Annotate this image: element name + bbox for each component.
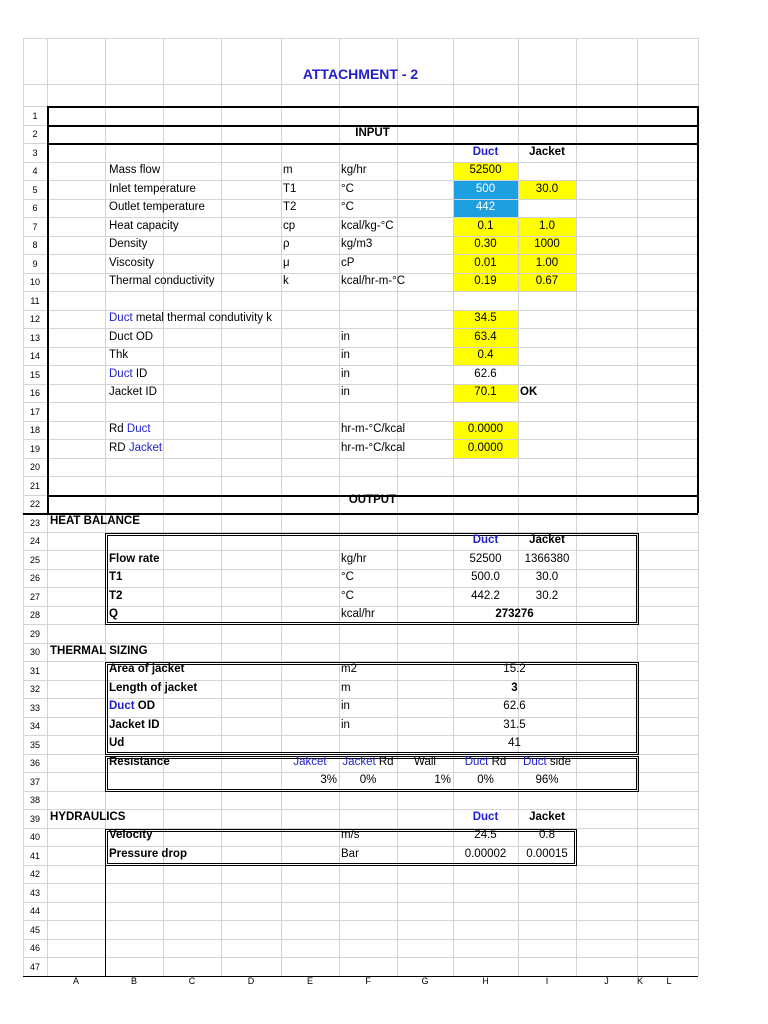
input-heat-capacity-jacket[interactable]: 1.0	[539, 220, 555, 232]
input-inlet-temp-jacket[interactable]: 30.0	[535, 183, 559, 195]
t2-duct: 442.2	[471, 590, 500, 602]
border-line	[638, 662, 639, 755]
row-number: 4	[32, 166, 38, 176]
column-letter: C	[188, 976, 196, 986]
border-line	[636, 664, 637, 753]
row-number: 24	[29, 536, 40, 546]
label-pressure-drop: Pressure drop	[109, 848, 187, 860]
input-duct-od[interactable]: 63.4	[474, 331, 497, 343]
column-letter: L	[666, 976, 672, 986]
grid-hline	[23, 957, 698, 958]
border-line	[105, 865, 577, 866]
label-inlet-temp: Inlet temperature	[109, 183, 196, 195]
row-number: 47	[29, 961, 40, 972]
input-viscosity-jacket[interactable]: 1.00	[535, 257, 559, 269]
unit-density: kg/m3	[341, 238, 373, 250]
label-mass-flow: Mass flow	[109, 164, 161, 176]
t2-jacket: 30.2	[535, 590, 559, 602]
row-number: 44	[29, 906, 40, 916]
row-number: 31	[29, 665, 40, 676]
border-line	[107, 758, 108, 790]
unit-flow-rate: kg/hr	[341, 553, 367, 565]
column-letter: J	[604, 976, 609, 986]
hyd-col-jacket: Jacket	[529, 811, 565, 823]
unit-pressure-drop: Bar	[341, 848, 359, 860]
input-rd-jacket[interactable]: 0.0000	[467, 442, 504, 454]
row-number: 30	[29, 647, 40, 657]
grid-hline	[23, 902, 698, 903]
row-number: 38	[29, 795, 40, 805]
sym-outlet-temp: T2	[283, 201, 297, 213]
grid-hline	[23, 38, 698, 39]
row-number: 46	[29, 943, 40, 953]
column-letter: A	[72, 976, 79, 986]
unit-t2: °C	[341, 590, 354, 602]
label-duct-od: Duct OD	[109, 331, 154, 343]
unit-jacket-id: in	[341, 386, 350, 398]
border-line	[697, 106, 699, 495]
spreadsheet	[23, 38, 698, 988]
input-viscosity-duct[interactable]: 0.01	[474, 257, 497, 269]
page-title: ATTACHMENT - 2	[302, 66, 419, 82]
heat-balance-title: HEAT BALANCE	[50, 515, 140, 527]
grid-hline	[23, 587, 698, 588]
res-header-wall: Wall	[414, 756, 436, 768]
ts-duct-od-value: 62.6	[503, 700, 526, 712]
label-t2: T2	[109, 590, 123, 602]
res-value-jakcet: 3%	[320, 774, 337, 786]
output-header: OUTPUT	[348, 494, 397, 506]
res-value-jacket-rd: 0%	[359, 774, 377, 786]
row-number: 28	[29, 610, 40, 620]
unit-q: kcal/hr	[341, 608, 375, 620]
row-number: 45	[29, 924, 40, 935]
pressure-drop-jacket: 0.00015	[526, 848, 568, 860]
label-duct-id: Duct ID	[109, 368, 148, 380]
hyd-col-duct: Duct	[472, 811, 499, 823]
res-value-wall: 1%	[434, 774, 451, 786]
row-number: 1	[32, 110, 38, 121]
input-density-jacket[interactable]: 1000	[534, 238, 560, 250]
res-header-jakcet: Jakcet	[293, 756, 327, 768]
grid-hline	[23, 458, 698, 459]
unit-ts-duct-od: in	[341, 700, 350, 712]
grid-hline	[23, 569, 698, 570]
value-duct-id: 62.6	[474, 368, 497, 380]
label-thermal-cond: Thermal conductivity	[109, 275, 215, 287]
row-number: 43	[29, 887, 40, 898]
row-number: 14	[29, 351, 40, 361]
grid-hline	[23, 84, 698, 85]
row-number: 34	[29, 721, 40, 731]
grid-hline	[23, 939, 698, 940]
border-line	[107, 664, 108, 753]
label-t1: T1	[109, 571, 123, 583]
row-number: 9	[32, 258, 38, 269]
grid-hline	[23, 291, 698, 292]
flow-rate-duct: 52500	[469, 553, 502, 565]
label-heat-capacity: Heat capacity	[109, 220, 179, 232]
row-number: 35	[29, 739, 40, 750]
unit-length: m	[341, 682, 351, 694]
row-number: 15	[29, 369, 40, 380]
row-number: 26	[29, 573, 40, 583]
velocity-jacket: 0.8	[539, 829, 555, 841]
label-velocity: Velocity	[109, 829, 153, 841]
row-number: 13	[29, 332, 40, 343]
label-outlet-temp: Outlet temperature	[109, 201, 205, 213]
row-number: 8	[32, 240, 38, 250]
border-line	[105, 624, 639, 625]
res-header-jacket-rd: Jacket Rd	[342, 756, 394, 768]
row-number: 2	[32, 129, 38, 139]
row-number: 6	[32, 203, 38, 213]
thermal-sizing-title: THERMAL SIZING	[50, 645, 148, 657]
input-jacket-id[interactable]: 70.1	[474, 386, 497, 398]
input-density-duct[interactable]: 0.30	[474, 238, 497, 250]
label-area: Area of jacket	[109, 663, 185, 675]
row-number: 39	[29, 813, 40, 824]
unit-t1: °C	[341, 571, 354, 583]
unit-duct-id: in	[341, 368, 350, 380]
hydraulics-title: HYDRAULICS	[50, 811, 126, 823]
row-number: 25	[29, 554, 40, 565]
label-length: Length of jacket	[109, 682, 198, 694]
label-flow-rate: Flow rate	[109, 553, 160, 565]
input-heat-capacity-duct[interactable]: 0.1	[477, 220, 494, 232]
unit-thk: in	[341, 349, 350, 361]
border-line	[107, 863, 575, 864]
border-line	[47, 106, 49, 495]
row-number: 20	[29, 462, 40, 472]
jacket-id-status: OK	[520, 386, 538, 398]
unit-ts-jacket-id: in	[341, 719, 350, 731]
unit-mass-flow: kg/hr	[341, 164, 367, 176]
row-number: 12	[29, 314, 40, 324]
unit-outlet-temp: °C	[341, 201, 354, 213]
label-ts-duct-od: Duct OD	[109, 700, 156, 712]
res-value-duct-side: 96%	[535, 774, 559, 786]
unit-rd-jacket: hr-m-°C/kcal	[341, 442, 406, 454]
label-q: Q	[109, 608, 118, 620]
row-number: 32	[29, 684, 40, 694]
grid-hline	[23, 920, 698, 921]
pressure-drop-duct: 0.00002	[464, 848, 507, 860]
res-header-duct-side: Duct side	[523, 756, 571, 768]
ts-jacket-id-value: 31.5	[503, 719, 526, 731]
input-col-duct: Duct	[472, 146, 499, 158]
border-line	[105, 791, 639, 792]
input-thermal-cond-jacket[interactable]: 0.67	[535, 275, 559, 287]
unit-inlet-temp: °C	[341, 183, 354, 195]
column-letter: H	[482, 976, 489, 986]
label-viscosity: Viscosity	[109, 257, 155, 269]
border-line	[105, 662, 106, 755]
t1-jacket: 30.0	[535, 571, 559, 583]
border-line	[105, 829, 106, 866]
input-thermal-cond-duct[interactable]: 0.19	[474, 275, 497, 287]
unit-thermal-cond: kcal/hr-m-°C	[341, 275, 406, 287]
velocity-duct: 24.5	[474, 829, 497, 841]
grid-hline	[23, 402, 698, 403]
label-rd-duct: Rd Duct	[109, 423, 151, 435]
grid-hline	[23, 883, 698, 884]
border-line	[105, 533, 106, 625]
label-rd-jacket: RD Jacket	[109, 442, 163, 454]
hb-col-jacket: Jacket	[529, 534, 565, 546]
input-header: INPUT	[355, 127, 390, 139]
input-col-jacket: Jacket	[529, 146, 565, 158]
column-letter: F	[365, 976, 371, 986]
border-line	[638, 756, 639, 792]
border-line	[107, 535, 108, 623]
input-inlet-temp-duct[interactable]: 500	[475, 183, 496, 195]
row-number: 21	[29, 480, 40, 491]
border-line	[47, 106, 698, 108]
input-outlet-temp-duct[interactable]: 442	[475, 201, 496, 213]
unit-viscosity: cP	[341, 257, 355, 269]
label-ud: Ud	[109, 737, 125, 749]
border-line	[105, 865, 106, 976]
border-line	[107, 789, 637, 790]
flow-rate-jacket: 1366380	[524, 553, 570, 565]
column-letter: B	[130, 976, 137, 986]
border-line	[636, 758, 637, 790]
res-value-duct-rd: 0%	[477, 774, 494, 786]
unit-duct-od: in	[341, 331, 350, 343]
row-number: 16	[29, 388, 40, 398]
input-rd-duct[interactable]: 0.0000	[467, 423, 504, 435]
label-density: Density	[109, 238, 148, 250]
q-value: 273276	[495, 608, 534, 620]
sym-heat-capacity: cp	[283, 220, 296, 232]
sym-mass-flow: m	[283, 164, 293, 176]
border-line	[47, 143, 698, 145]
length-value: 3	[511, 682, 518, 694]
label-jacket-id: Jacket ID	[109, 386, 157, 398]
row-number: 17	[29, 406, 40, 417]
label-resistance: Resistance	[109, 756, 170, 768]
border-line	[105, 756, 106, 792]
label-metal-k: Duct metal thermal condutivity k	[109, 312, 272, 324]
row-number: 36	[29, 758, 40, 768]
column-letter: I	[545, 976, 549, 986]
input-metal-k[interactable]: 34.5	[474, 312, 497, 324]
row-number: 23	[29, 517, 40, 528]
border-line	[636, 535, 637, 623]
row-number: 7	[32, 221, 38, 232]
row-number: 18	[29, 425, 40, 435]
row-number: 22	[29, 499, 40, 509]
unit-velocity: m/s	[341, 829, 360, 841]
column-letter: G	[421, 976, 429, 986]
label-thk: Thk	[109, 349, 129, 361]
column-letter: D	[247, 976, 255, 986]
label-ts-jacket-id: Jacket ID	[109, 719, 160, 731]
row-number: 5	[32, 184, 38, 195]
unit-rd-duct: hr-m-°C/kcal	[341, 423, 406, 435]
input-mass-flow-duct[interactable]: 52500	[469, 164, 502, 176]
row-number: 41	[29, 850, 40, 861]
res-header-duct-rd: Duct Rd	[464, 756, 507, 768]
row-number: 40	[29, 832, 40, 842]
row-number: 10	[29, 277, 40, 287]
row-number: 29	[29, 628, 40, 639]
sym-density: ρ	[283, 238, 290, 250]
grid-hline	[23, 476, 698, 477]
ud-value: 41	[508, 737, 521, 749]
column-letter: E	[306, 976, 313, 986]
unit-heat-capacity: kcal/kg-°C	[341, 220, 394, 232]
row-number: 37	[29, 776, 40, 787]
sym-viscosity: μ	[283, 257, 290, 269]
column-letter: K	[637, 976, 644, 986]
row-number: 19	[29, 443, 40, 454]
row-number: 3	[32, 147, 38, 158]
border-line	[107, 831, 108, 864]
sym-inlet-temp: T1	[283, 183, 297, 195]
border-line	[638, 533, 639, 625]
hb-col-duct: Duct	[472, 534, 499, 546]
row-number: 27	[29, 591, 40, 602]
t1-duct: 500.0	[471, 571, 500, 583]
row-number: 11	[30, 295, 40, 306]
sym-thermal-cond: k	[283, 275, 289, 287]
row-number: 42	[29, 869, 40, 879]
row-number: 33	[29, 702, 40, 713]
unit-area: m2	[341, 663, 357, 675]
input-thk[interactable]: 0.4	[477, 349, 494, 361]
border-line	[576, 829, 577, 866]
area-value: 15.2	[503, 663, 526, 675]
